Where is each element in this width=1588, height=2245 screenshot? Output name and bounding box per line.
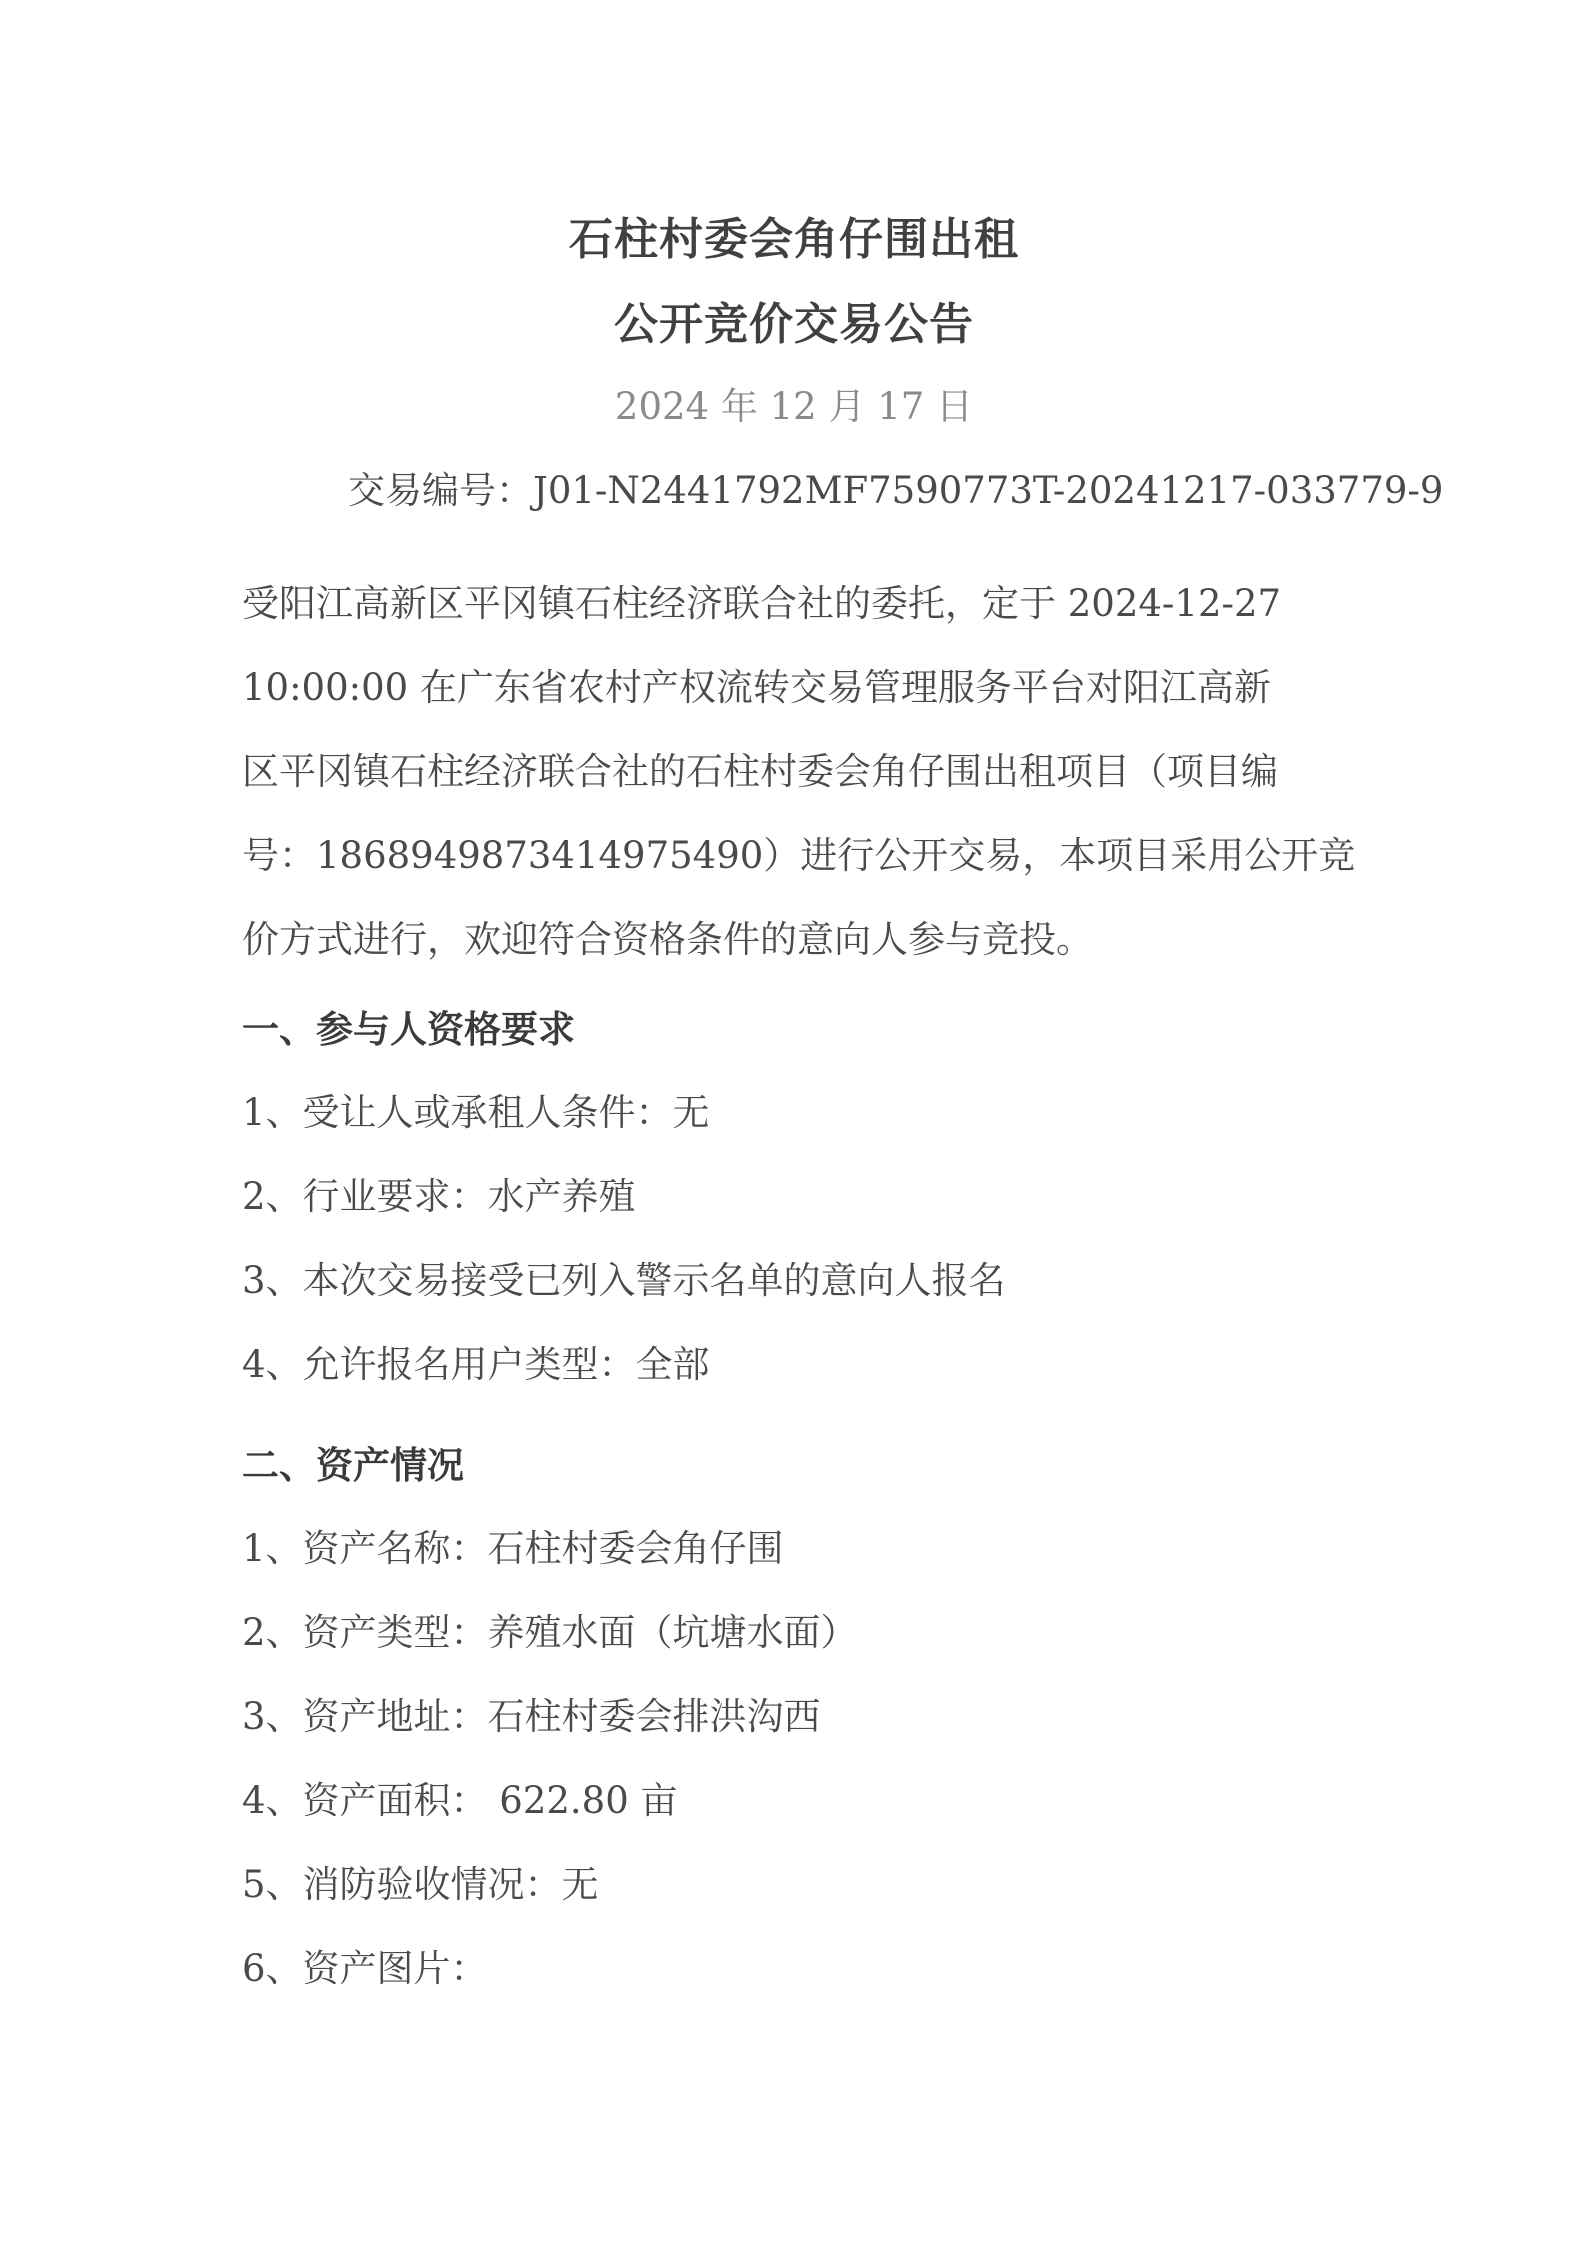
list-item: 4、资产面积： 622.80 亩	[242, 1779, 678, 1822]
list-item: 3、本次交易接受已列入警示名单的意向人报名	[242, 1259, 1006, 1302]
list-item: 1、资产名称：石柱村委会角仔围	[242, 1527, 784, 1570]
list-item: 4、允许报名用户类型：全部	[242, 1343, 710, 1386]
list-item: 2、资产类型：养殖水面（坑塘水面）	[242, 1611, 858, 1654]
section-participant-requirements	[242, 987, 1342, 1407]
section-asset-info	[242, 1423, 1342, 2011]
list-item: 5、消防验收情况：无	[242, 1863, 599, 1906]
section-heading: 二、资产情况	[242, 1443, 464, 1487]
list-item: 2、行业要求：水产养殖	[242, 1175, 636, 1218]
intro-line: 受阳江高新区平冈镇石柱经济联合社的委托，定于 2024-12-27	[242, 582, 1282, 625]
trade-number: 交易编号：J01-N2441792MF7590773T-20241217-033779-9	[348, 469, 1444, 512]
list-item: 3、资产地址：石柱村委会排洪沟西	[242, 1695, 821, 1738]
list-item: 1、受让人或承租人条件：无	[242, 1091, 710, 1134]
intro-line: 10:00:00 在广东省农村产权流转交易管理服务平台对阳江高新	[242, 666, 1271, 709]
title-line-2: 公开竞价交易公告	[614, 299, 974, 350]
intro-line: 号：1868949873414975490）进行公开交易，本项目采用公开竞	[242, 834, 1356, 877]
section-heading: 一、参与人资格要求	[242, 1007, 575, 1051]
intro-line: 区平冈镇石柱经济联合社的石柱村委会角仔围出租项目（项目编	[242, 750, 1278, 793]
announcement-date: 2024 年 12 月 17 日	[614, 385, 974, 428]
intro-paragraph	[242, 562, 1356, 982]
list-item: 6、资产图片：	[242, 1947, 488, 1990]
intro-line: 价方式进行，欢迎符合资格条件的意向人参与竞投。	[242, 918, 1093, 961]
title-line-1: 石柱村委会角仔围出租	[569, 214, 1019, 265]
